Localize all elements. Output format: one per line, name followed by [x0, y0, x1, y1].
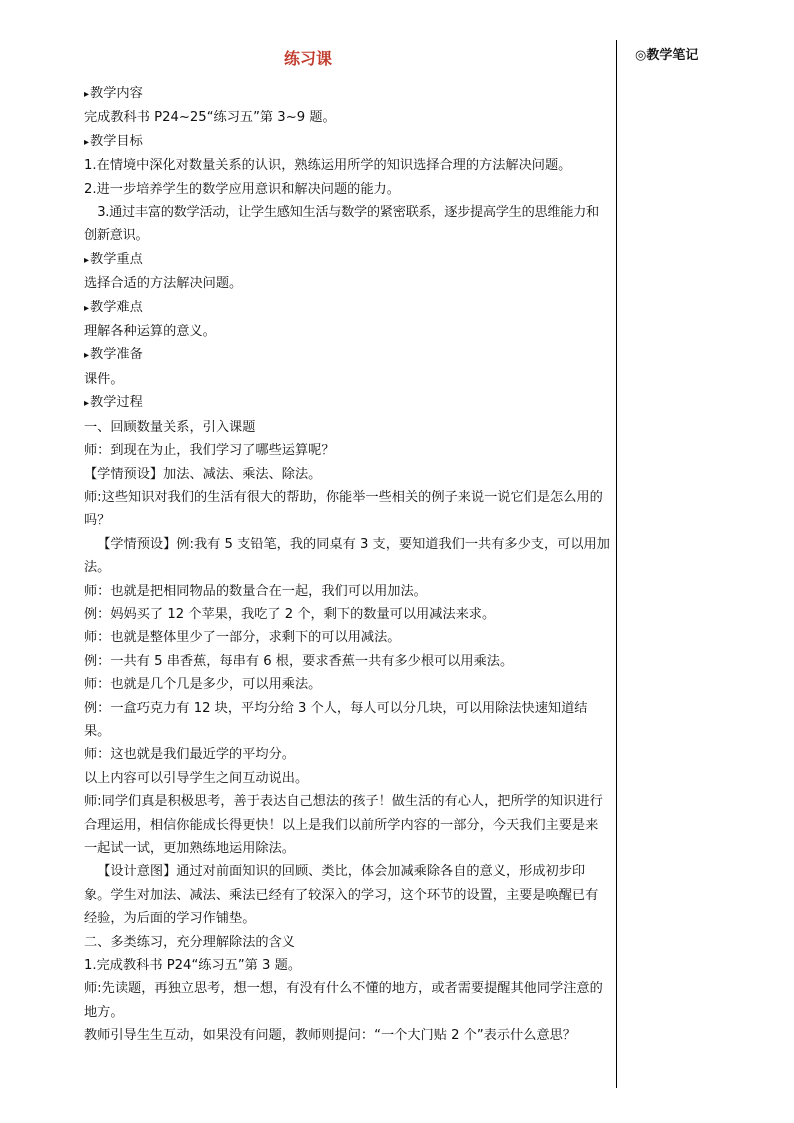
paragraph: 师:先读题，再独立思考，想一想，有没有什么不懂的地方，或者需要提醒其他同学注意的地方。	[84, 981, 603, 1020]
paragraph: 例：妈妈买了 12 个苹果，我吃了 2 个，剩下的数量可以用减法来求。	[84, 606, 496, 622]
paragraph: 【设计意图】通过对前面知识的回顾、类比，体会加减乘除各自的意义，形成初步印象。学生对加法、减法、乘法已经有了较深入的学习，这个环节的设置，主要是唤醒已有经验，为后面的学习作铺垫。	[84, 864, 599, 927]
section-heading-content: ▸ 教学内容	[84, 82, 610, 106]
paragraph: 1.在情境中深化对数量关系的认识，熟练运用所学的知识选择合理的方法解决问题。	[84, 158, 572, 174]
page-title: 练习课	[283, 49, 332, 68]
section-heading-preparation: ▸ 教学准备	[84, 343, 610, 367]
section-heading-key-points: ▸ 教学重点	[84, 248, 610, 272]
section-heading-process: ▸ 教学过程	[84, 391, 610, 415]
paragraph: 1.完成教科书 P24“练习五”第 3 题。	[84, 958, 302, 974]
paragraph: 师：这也就是我们最近学的平均分。	[84, 747, 295, 763]
paragraph: 师：也就是几个几是多少，可以用乘法。	[84, 677, 322, 693]
paragraph: 二、多类练习，充分理解除法的含义	[84, 934, 295, 950]
paragraph: 师：也就是整体里少了一部分，求剩下的可以用减法。	[84, 630, 401, 646]
paragraph: 【学情预设】例:我有 5 支铅笔，我的同桌有 3 支，要知道我们一共有多少支，可以用加法。	[84, 536, 610, 576]
paragraph: 师：也就是把相同物品的数量合在一起，我们可以用加法。	[84, 583, 427, 599]
section-heading-difficulties: ▸ 教学难点	[84, 296, 610, 320]
paragraph: 师：到现在为止，我们学习了哪些运算呢？	[84, 443, 335, 459]
paragraph: 3.通过丰富的数学活动，让学生感知生活与数学的紧密联系，逐步提高学生的思维能力和创新意识。	[84, 205, 599, 244]
paragraph: 例：一盒巧克力有 12 块，平均分给 3 个人，每人可以分几块，可以用除法快速知道结果。	[84, 700, 588, 739]
paragraph: 课件。	[84, 371, 124, 387]
paragraph: 师:同学们真是积极思考，善于表达自己想法的孩子！做生活的有心人，把所学的知识进行合理运用，相信你能成长得更快！以上是我们以前所学内容的一部分，今天我们主要是来一起试一试，更加熟练地运用除法。	[84, 794, 603, 856]
paragraph: 教师引导生生互动，如果没有问题，教师则提问：“一个大门贴 2 个”表示什么意思？	[84, 1028, 576, 1044]
paragraph: 一、回顾数量关系，引入课题	[84, 419, 256, 435]
paragraph: 例：一共有 5 串香蕉，每串有 6 根，要求香蕉一共有多少根可以用乘法。	[84, 653, 514, 669]
paragraph: 理解各种运算的意义。	[84, 324, 216, 340]
section-heading-goals: ▸ 教学目标	[84, 130, 610, 154]
lesson-body	[84, 82, 610, 1048]
paragraph: 【学情预设】加法、减法、乘法、除法。	[84, 466, 322, 482]
paragraph: 选择合适的方法解决问题。	[84, 276, 243, 292]
teaching-notes-header: ◎教学笔记	[635, 48, 699, 63]
paragraph: 以上内容可以引导学生之间互动说出。	[84, 770, 309, 786]
paragraph: 2.进一步培养学生的数学应用意识和解决问题的能力。	[84, 181, 400, 197]
paragraph: 完成教科书 P24~25“练习五”第 3~9 题。	[84, 110, 336, 126]
column-divider	[616, 40, 617, 1088]
paragraph: 师:这些知识对我们的生活有很大的帮助，你能举一些相关的例子来说一说它们是怎么用的吗？	[84, 489, 603, 529]
